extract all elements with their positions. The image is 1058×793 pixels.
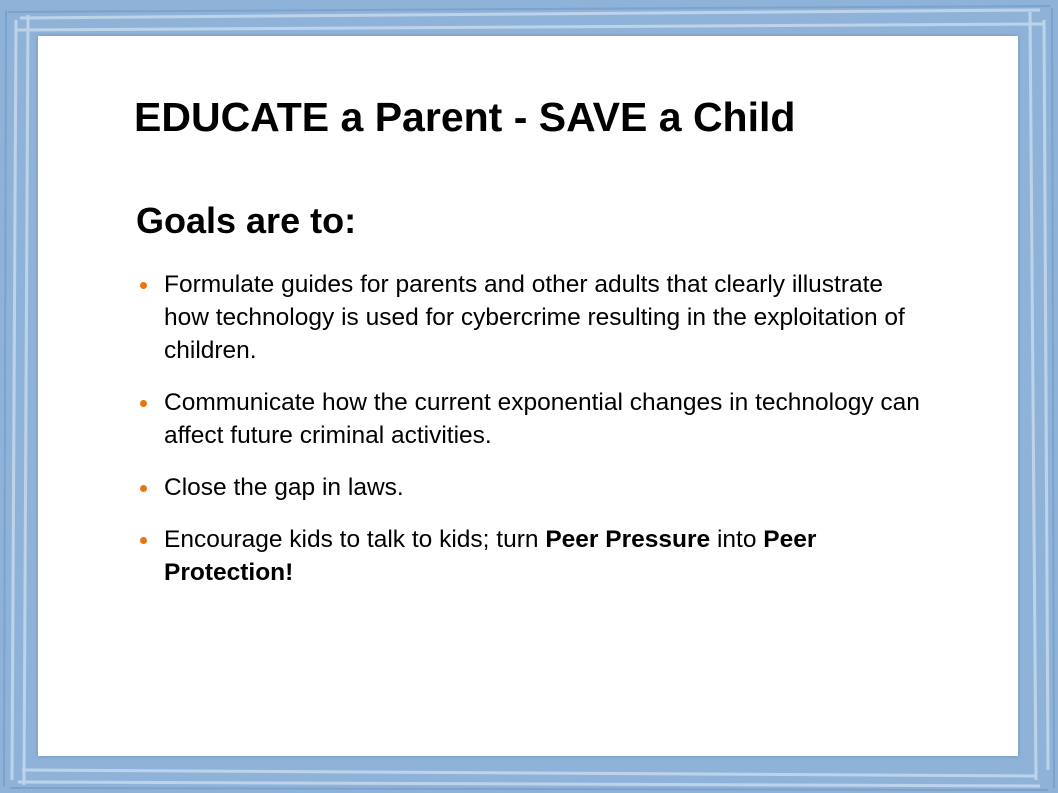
bullet-dot-icon — [140, 400, 147, 407]
bullet-text: Encourage kids to talk to kids; turn — [164, 526, 546, 553]
bullet-bold-text: Peer Protection! — [164, 526, 817, 586]
bullet-text: Formulate guides for parents and other adults that clearly illustrate how technology is used for cybercrime resulting in the exploitation of children. — [164, 271, 905, 364]
list-item — [136, 471, 926, 504]
bullet-bold-text: Peer Pressure — [545, 526, 711, 553]
bullet-text: Close the gap in laws. — [164, 474, 404, 501]
bullet-dot-icon — [140, 485, 147, 492]
bullet-dot-icon — [140, 537, 147, 544]
list-item — [136, 386, 926, 452]
list-item — [136, 523, 926, 589]
bullet-text: Communicate how the current exponential changes in technology can affect future criminal activities. — [164, 389, 920, 449]
bullet-text: into — [710, 526, 764, 553]
slide-title: EDUCATE a Parent - SAVE a Child — [134, 94, 796, 140]
slide-subtitle: Goals are to: — [136, 200, 357, 241]
list-item — [136, 268, 926, 367]
goals-list — [136, 268, 926, 608]
bullet-dot-icon — [140, 282, 147, 289]
